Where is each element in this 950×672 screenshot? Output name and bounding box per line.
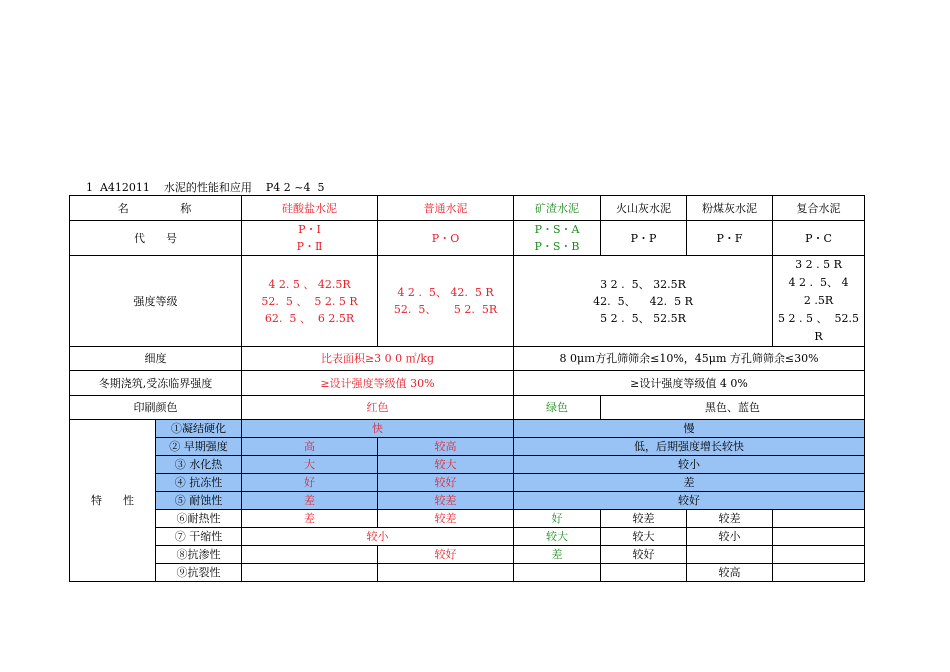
prop-name-crack-resistance: ⑨抗裂性: [156, 564, 242, 582]
table-row-print-color: [70, 396, 865, 420]
heat-resistance-pozzolan: 较差: [601, 510, 687, 528]
table-row-impermeability: [70, 546, 865, 564]
impermeability-pozzolan: 较好: [601, 546, 687, 564]
table-row-shrinkage: [70, 528, 865, 546]
prop-name-heat-resistance: ⑥耐热性: [156, 510, 242, 528]
impermeability-silicate: [242, 546, 378, 564]
shrinkage-composite: [773, 528, 865, 546]
print-color-others: 黑色、蓝色: [601, 396, 865, 420]
setting-silicate-ordinary: 快: [242, 420, 514, 438]
grade-others-line-2: 42. 5、 42. 5 R: [593, 294, 693, 308]
corrosion-resistance-others: 较好: [514, 492, 865, 510]
fineness-silicate-ordinary: 比表面积≥3 0 0 ㎡/kg: [242, 347, 514, 371]
winter-silicate-ordinary: ≥设计强度等级值 30%: [242, 371, 514, 396]
table-row-setting: [70, 420, 865, 438]
cement-properties-table: [69, 195, 865, 582]
grade-composite-line-5: R: [814, 330, 823, 343]
code-silicate-1: P・Ⅰ: [298, 223, 321, 236]
prop-name-setting: ①凝结硬化: [156, 420, 242, 438]
row-label-fineness: 细度: [70, 347, 242, 371]
heat-resistance-ordinary: 较差: [378, 510, 514, 528]
prop-name-hydration-heat: ③ 水化热: [156, 456, 242, 474]
grade-slag-pozzolan-flyash: [514, 256, 773, 347]
heat-resistance-slag: 好: [514, 510, 601, 528]
hydration-heat-ordinary: 较大: [378, 456, 514, 474]
table-row-frost-resistance: [70, 474, 865, 492]
print-color-slag: 绿色: [514, 396, 601, 420]
heat-resistance-flyash: 较差: [687, 510, 773, 528]
prop-name-impermeability: ⑧抗渗性: [156, 546, 242, 564]
corrosion-resistance-ordinary: 较差: [378, 492, 514, 510]
code-pozzolan: P・P: [601, 221, 687, 256]
grade-composite-line-3: 2 .5R: [803, 294, 834, 307]
table-row-crack-resistance: [70, 564, 865, 582]
hydration-heat-others: 较小: [514, 456, 865, 474]
table-row-grade: [70, 256, 865, 347]
row-label-winter: 冬期浇筑,受冻临界强度: [70, 371, 242, 396]
col-header-slag: 矿渣水泥: [514, 196, 601, 221]
row-label-grade: 强度等级: [70, 256, 242, 347]
corrosion-resistance-silicate: 差: [242, 492, 378, 510]
table-row-hydration-heat: [70, 456, 865, 474]
grade-composite-line-2: 4 2 . 5、 4: [788, 276, 849, 289]
table-row-early-strength: [70, 438, 865, 456]
heat-resistance-composite: [773, 510, 865, 528]
heat-resistance-silicate: 差: [242, 510, 378, 528]
row-label-name: 名 称: [70, 196, 242, 221]
frost-resistance-others: 差: [514, 474, 865, 492]
grade-ordinary: [378, 256, 514, 347]
setting-others: 慢: [514, 420, 865, 438]
code-slag: [514, 221, 601, 256]
crack-resistance-pozzolan: [601, 564, 687, 582]
print-color-silicate-ordinary: 红色: [242, 396, 514, 420]
fineness-others: 8 0μｍ方孔筛筛余≤10%，45μm 方孔筛筛余≤30%: [514, 347, 865, 371]
impermeability-ordinary: 较好: [378, 546, 514, 564]
col-header-composite: 复合水泥: [773, 196, 865, 221]
crack-resistance-ordinary: [378, 564, 514, 582]
grade-silicate-line-2: 52. 5 、 5 2. 5 R: [261, 294, 358, 308]
crack-resistance-composite: [773, 564, 865, 582]
grade-ordinary-line-1: 4 2 . 5、 42. 5 R: [397, 286, 494, 299]
early-strength-silicate: 高: [242, 438, 378, 456]
col-header-silicate: 硅酸盐水泥: [242, 196, 378, 221]
crack-resistance-flyash: 较高: [687, 564, 773, 582]
impermeability-composite: [773, 546, 865, 564]
table-row-winter: [70, 371, 865, 396]
frost-resistance-silicate: 好: [242, 474, 378, 492]
table-row-code: [70, 221, 865, 256]
shrinkage-slag: 较大: [514, 528, 601, 546]
grade-ordinary-line-2: 52. 5、 5 2. 5R: [393, 303, 498, 316]
grade-composite: [773, 256, 865, 347]
row-label-print-color: 印刷颜色: [70, 396, 242, 420]
crack-resistance-slag: [514, 564, 601, 582]
code-ordinary: P・O: [378, 221, 514, 256]
crack-resistance-silicate: [242, 564, 378, 582]
row-label-code: 代 号: [70, 221, 242, 256]
prop-name-shrinkage: ⑦ 干缩性: [156, 528, 242, 546]
col-header-flyash: 粉煤灰水泥: [687, 196, 773, 221]
impermeability-flyash: [687, 546, 773, 564]
prop-name-corrosion-resistance: ⑤ 耐蚀性: [156, 492, 242, 510]
grade-others-line-3: 5 2 . 5、 52.5R: [600, 311, 686, 325]
table-row-name: [70, 196, 865, 221]
grade-silicate-line-1: 4 2. 5 、 42.5R: [268, 277, 351, 291]
grade-others-line-1: 3 2 . 5、 32.5R: [600, 277, 686, 291]
code-flyash: P・F: [687, 221, 773, 256]
code-slag-b: P・S・B: [534, 240, 580, 253]
shrinkage-pozzolan: 较大: [601, 528, 687, 546]
table-row-corrosion-resistance: [70, 492, 865, 510]
shrinkage-silicate-ordinary: 较小: [242, 528, 514, 546]
code-silicate-2: P・Ⅱ: [296, 240, 323, 253]
shrinkage-flyash: 较小: [687, 528, 773, 546]
early-strength-others: 低，后期强度增长较快: [514, 438, 865, 456]
table-row-fineness: [70, 347, 865, 371]
section-heading: 1 A412011 水泥的性能和应用 P4 2 ~4 5: [86, 181, 325, 194]
grade-silicate: [242, 256, 378, 347]
table-row-heat-resistance: [70, 510, 865, 528]
hydration-heat-silicate: 大: [242, 456, 378, 474]
impermeability-slag: 差: [514, 546, 601, 564]
code-slag-a: P・S・A: [534, 223, 580, 236]
early-strength-ordinary: 较高: [378, 438, 514, 456]
col-header-ordinary: 普通水泥: [378, 196, 514, 221]
prop-name-early-strength: ② 早期强度: [156, 438, 242, 456]
prop-name-frost-resistance: ④ 抗冻性: [156, 474, 242, 492]
group-label-properties: 特 性: [70, 420, 156, 582]
winter-others: ≥设计强度等级值 4 0%: [514, 371, 865, 396]
code-silicate: [242, 221, 378, 256]
col-header-pozzolan: 火山灰水泥: [601, 196, 687, 221]
grade-silicate-line-3: 62. 5 、 6 2.5R: [264, 311, 355, 325]
grade-composite-line-4: 5 2 . 5 、 52.5: [778, 312, 859, 325]
grade-composite-line-1: 3 2 . 5 R: [795, 258, 842, 271]
code-composite: P・C: [773, 221, 865, 256]
frost-resistance-ordinary: 较好: [378, 474, 514, 492]
